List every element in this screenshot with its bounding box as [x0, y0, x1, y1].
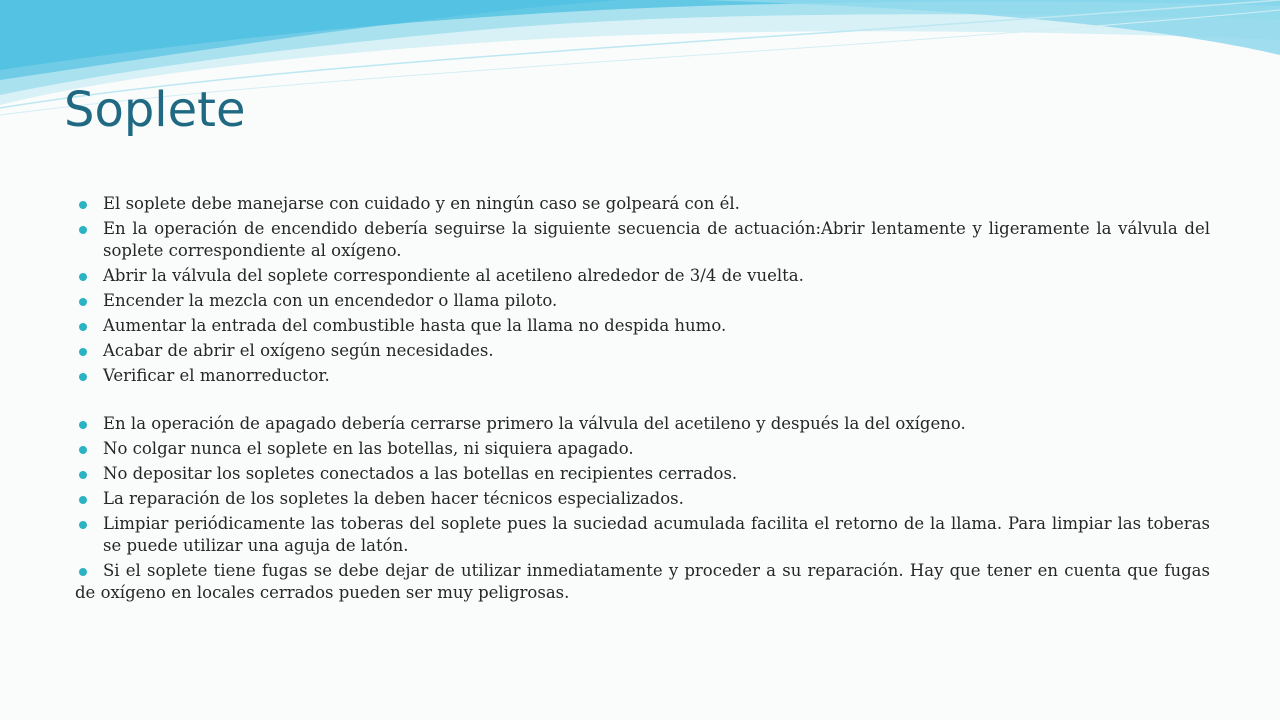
- bullet-item: En la operación de encendido debería seguirse la siguiente secuencia de actuación:Abrir lentamente y ligeramente la válvula del soplete correspondiente al oxígeno.: [75, 218, 1210, 262]
- bullet-item: Limpiar periódicamente las toberas del soplete pues la suciedad acumulada facilita el retorno de la llama. Para limpiar las toberas se puede utilizar una aguja de latón.: [75, 513, 1210, 557]
- slide-title: Soplete: [64, 82, 246, 138]
- bullet-item: Acabar de abrir el oxígeno según necesidades.: [75, 340, 1210, 362]
- bullet-item: No colgar nunca el soplete en las botellas, ni siquiera apagado.: [75, 438, 1210, 460]
- bullet-item: Encender la mezcla con un encendedor o llama piloto.: [75, 290, 1210, 312]
- bullet-item: Verificar el manorreductor.: [75, 365, 1210, 387]
- bullet-item: Si el soplete tiene fugas se debe dejar de utilizar inmediatamente y proceder a su reparación. Hay que tener en cuenta que fugas de oxígeno en locales cerrados pueden ser muy peligrosas.: [75, 561, 1210, 602]
- bullet-item: En la operación de apagado debería cerrarse primero la válvula del acetileno y después la del oxígeno.: [75, 413, 1210, 435]
- bullet-item: El soplete debe manejarse con cuidado y en ningún caso se golpeará con él.: [75, 193, 1210, 215]
- bullet-item: La reparación de los sopletes la deben hacer técnicos especializados.: [75, 488, 1210, 510]
- slide-body: [75, 193, 1210, 607]
- bullet-list: [75, 193, 1210, 604]
- bullet-item: Aumentar la entrada del combustible hasta que la llama no despida humo.: [75, 315, 1210, 337]
- bullet-item: No depositar los sopletes conectados a las botellas en recipientes cerrados.: [75, 463, 1210, 485]
- bullet-item: Abrir la válvula del soplete correspondiente al acetileno alrededor de 3/4 de vuelta.: [75, 265, 1210, 287]
